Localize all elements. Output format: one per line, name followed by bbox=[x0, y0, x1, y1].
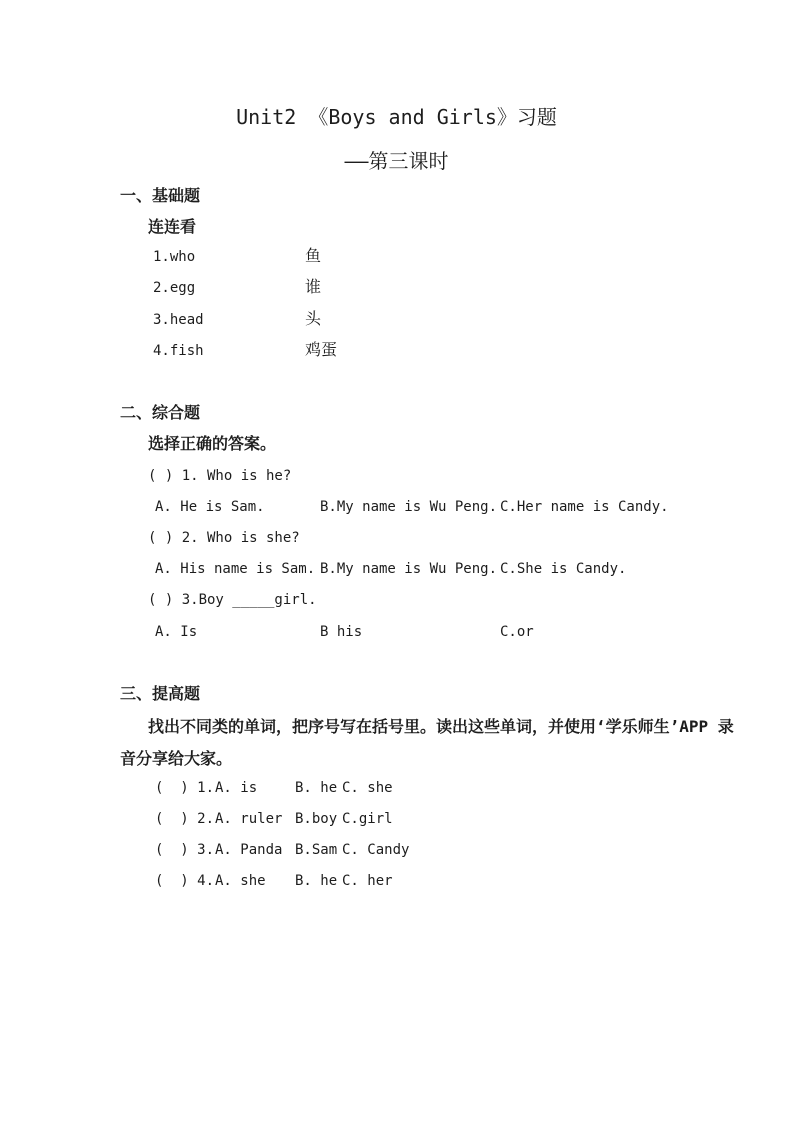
option-b: B.Sam bbox=[295, 842, 338, 858]
question-prompt: ( ) 2. Who is she? bbox=[148, 530, 300, 546]
match-word: 3.head bbox=[153, 312, 204, 328]
answer-blank-label: ( ) 3. bbox=[155, 842, 215, 858]
option-c: C. she bbox=[342, 780, 393, 796]
option-b: B. he bbox=[295, 780, 338, 796]
option-a: A. Panda bbox=[215, 842, 283, 858]
option-b: B.My name is Wu Peng. bbox=[320, 499, 498, 515]
option-b: B his bbox=[320, 624, 363, 640]
section1-heading: 一、基础题 bbox=[120, 186, 201, 205]
odd-one-out-row bbox=[0, 872, 793, 890]
odd-one-out-row bbox=[0, 779, 793, 797]
match-meaning: 鱼 bbox=[305, 246, 322, 265]
option-c: C.girl bbox=[342, 811, 393, 827]
option-c: C.or bbox=[500, 624, 534, 640]
section3-instruction-line1: 找出不同类的单词，把序号写在括号里。读出这些单词，并使用‘学乐师生’APP 录 bbox=[148, 717, 734, 736]
match-pair-row bbox=[0, 342, 793, 360]
option-a: A. ruler bbox=[215, 811, 283, 827]
question-prompt: ( ) 1. Who is he? bbox=[148, 468, 292, 484]
question-options-row bbox=[0, 560, 793, 578]
match-meaning: 鸡蛋 bbox=[305, 340, 338, 359]
option-c: C. Candy bbox=[342, 842, 410, 858]
option-a: A. He is Sam. bbox=[155, 499, 265, 515]
question-prompt: ( ) 3.Boy _____girl. bbox=[148, 592, 317, 608]
odd-one-out-row bbox=[0, 841, 793, 859]
option-b: B.boy bbox=[295, 811, 338, 827]
page-subtitle: ——第三课时 bbox=[344, 149, 449, 173]
option-c: C.Her name is Candy. bbox=[500, 499, 669, 515]
match-pair-row bbox=[0, 248, 793, 266]
section2-heading: 二、综合题 bbox=[120, 403, 201, 422]
match-pair-row bbox=[0, 311, 793, 329]
option-b: B. he bbox=[295, 873, 338, 889]
answer-blank-label: ( ) 2. bbox=[155, 811, 215, 827]
option-b: B.My name is Wu Peng. bbox=[320, 561, 498, 577]
option-a: A. His name is Sam. bbox=[155, 561, 316, 577]
match-pair-row bbox=[0, 279, 793, 297]
option-a: A. Is bbox=[155, 624, 198, 640]
section2-instruction: 选择正确的答案。 bbox=[148, 434, 277, 453]
section3-heading: 三、提高题 bbox=[120, 684, 201, 703]
page-title: Unit2 《Boys and Girls》习题 bbox=[236, 105, 557, 129]
match-word: 1.who bbox=[153, 249, 196, 265]
option-c: C.She is Candy. bbox=[500, 561, 627, 577]
odd-one-out-row bbox=[0, 810, 793, 828]
match-meaning: 谁 bbox=[305, 277, 322, 296]
option-c: C. her bbox=[342, 873, 393, 889]
option-a: A. she bbox=[215, 873, 266, 889]
question-options-row bbox=[0, 623, 793, 641]
section3-instruction-line2: 音分享给大家。 bbox=[120, 749, 233, 768]
answer-blank-label: ( ) 1. bbox=[155, 780, 215, 796]
match-word: 4.fish bbox=[153, 343, 204, 359]
match-word: 2.egg bbox=[153, 280, 196, 296]
answer-blank-label: ( ) 4. bbox=[155, 873, 215, 889]
section1-subheading: 连连看 bbox=[148, 217, 197, 236]
question-options-row bbox=[0, 498, 793, 516]
match-meaning: 头 bbox=[305, 309, 322, 328]
option-a: A. is bbox=[215, 780, 258, 796]
